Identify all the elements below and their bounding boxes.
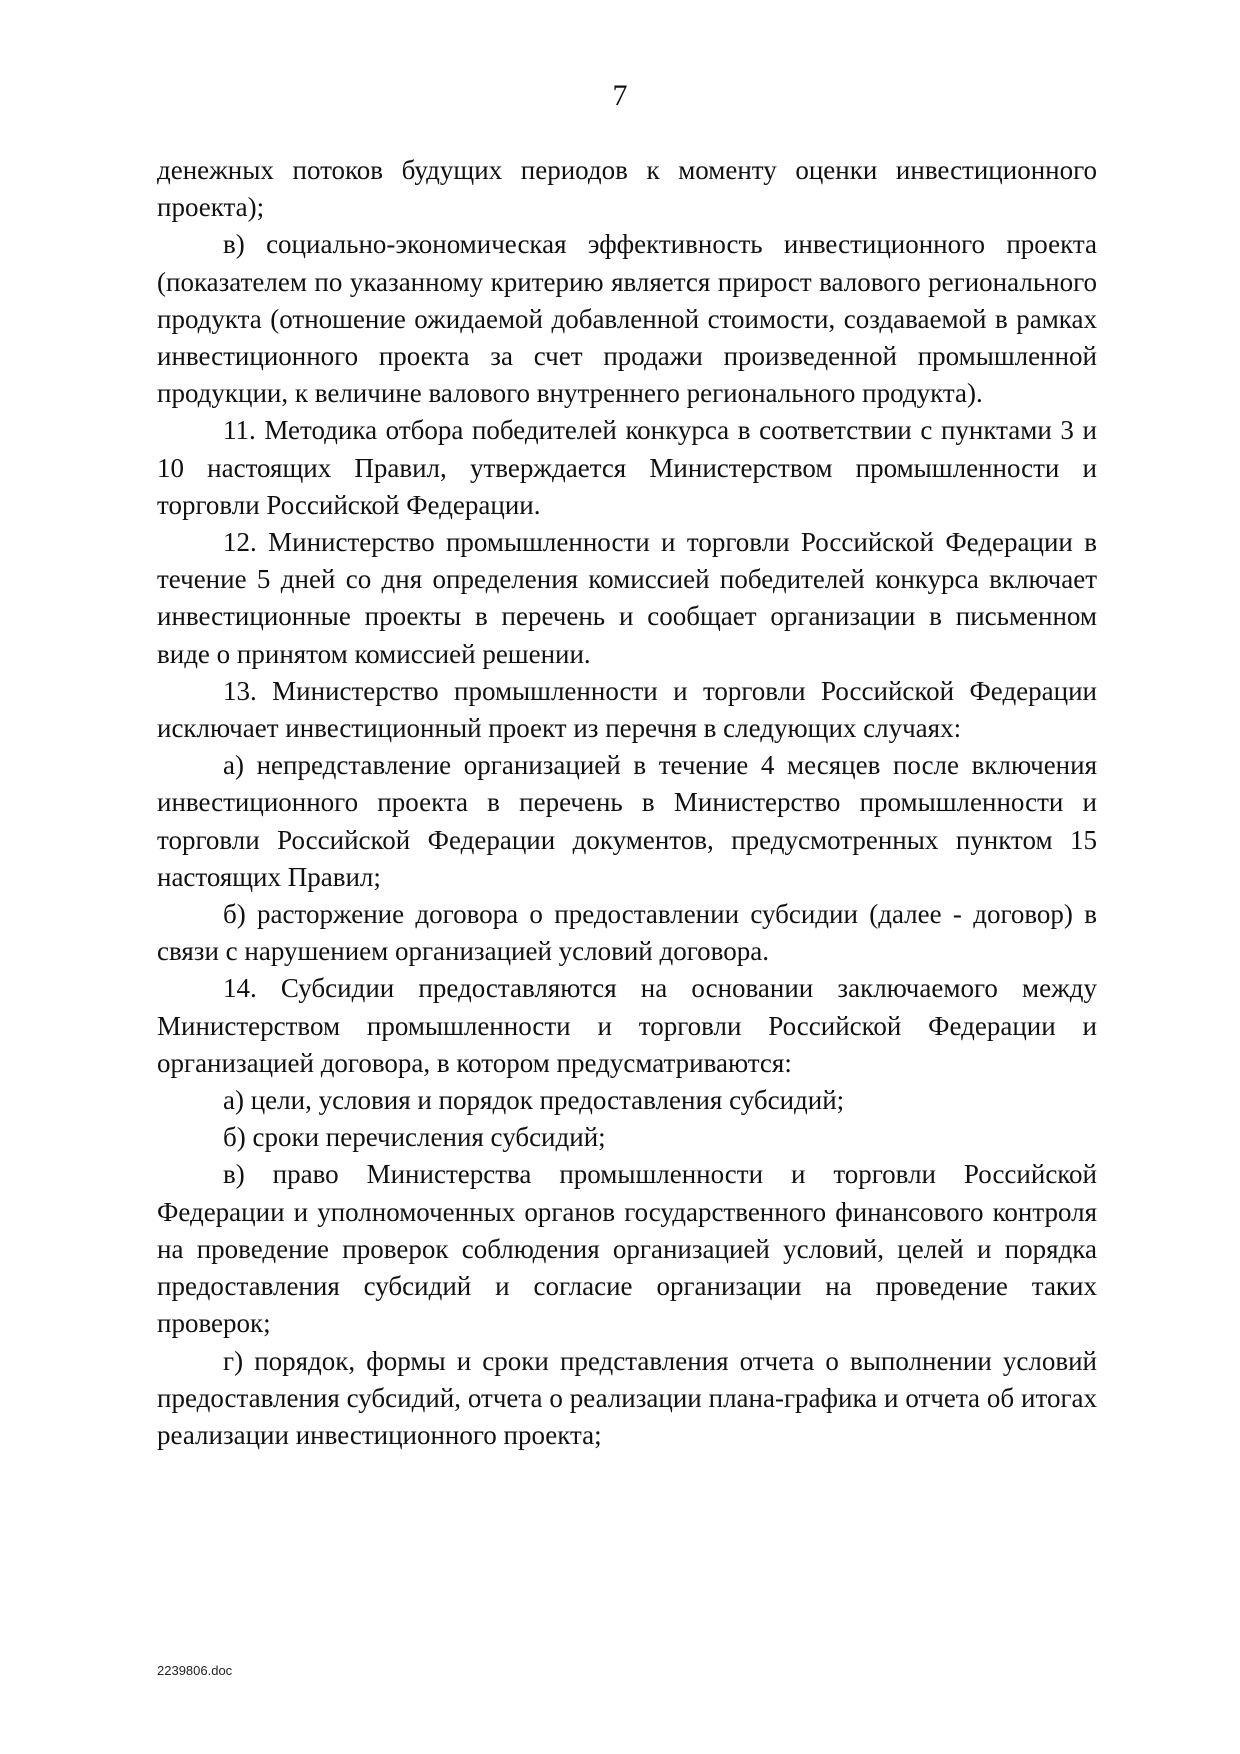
paragraph-14-item-g: г) порядок, формы и сроки представления отчета о выполнении условий предоставления субсидий, отчета о реализации плана-графика и отчета об итогах реализации инвестиционного проекта;	[157, 1345, 1097, 1450]
paragraph-continuation: денежных потоков будущих периодов к моменту оценки инвестиционного проекта);	[157, 155, 1097, 223]
paragraph-13-item-b: б) расторжение договора о предоставлении субсидии (далее - договор) в связи с нарушением организацией условий договора.	[157, 899, 1097, 967]
paragraph-14: 14. Субсидии предоставляются на основании заключаемого между Министерством промышленности и торговли Российской Федерации и организацией договора, в котором предусматриваются:	[157, 973, 1097, 1078]
document-body	[157, 152, 1097, 1454]
paragraph-item-v-socio-economic: в) социально-экономическая эффективность инвестиционного проекта (показателем по указанному критерию является прирост валового регионального продукта (отношение ожидаемой добавленной стоимости, создаваемой в рамках инвестиционного проекта за счет продажи произведенной промышленной продукции, к величине валового внутреннего регионального продукта).	[157, 229, 1097, 409]
paragraph-14-item-v: в) право Министерства промышленности и торговли Российской Федерации и уполномоченных органов государственного финансового контроля на проведение проверок соблюдения организацией условий, целей и порядка предоставления субсидий и согласие организации на проведение таких проверок;	[157, 1159, 1097, 1339]
paragraph-13-item-a: а) непредставление организацией в течение 4 месяцев после включения инвестиционного проекта в перечень в Министерство промышленности и торговли Российской Федерации документов, предусмотренных пунктом 15 настоящих Правил;	[157, 750, 1097, 892]
document-code-footer: 2239806.doc	[157, 1663, 233, 1678]
paragraph-11: 11. Методика отбора победителей конкурса в соответствии с пунктами 3 и 10 настоящих Правил, утверждается Министерством промышленности и торговли Российской Федерации.	[157, 415, 1097, 520]
page-number: 7	[612, 79, 628, 112]
paragraph-14-item-a: а) цели, условия и порядок предоставления субсидий;	[223, 1085, 845, 1116]
paragraph-12: 12. Министерство промышленности и торговли Российской Федерации в течение 5 дней со дня определения комиссией победителей конкурса включает инвестиционные проекты в перечень и сообщает организации в письменном виде о принятом комиссией решении.	[157, 527, 1097, 669]
paragraph-14-item-b: б) сроки перечисления субсидий;	[223, 1122, 606, 1153]
paragraph-13: 13. Министерство промышленности и торговли Российской Федерации исключает инвестиционный проект из перечня в следующих случаях:	[157, 675, 1097, 744]
